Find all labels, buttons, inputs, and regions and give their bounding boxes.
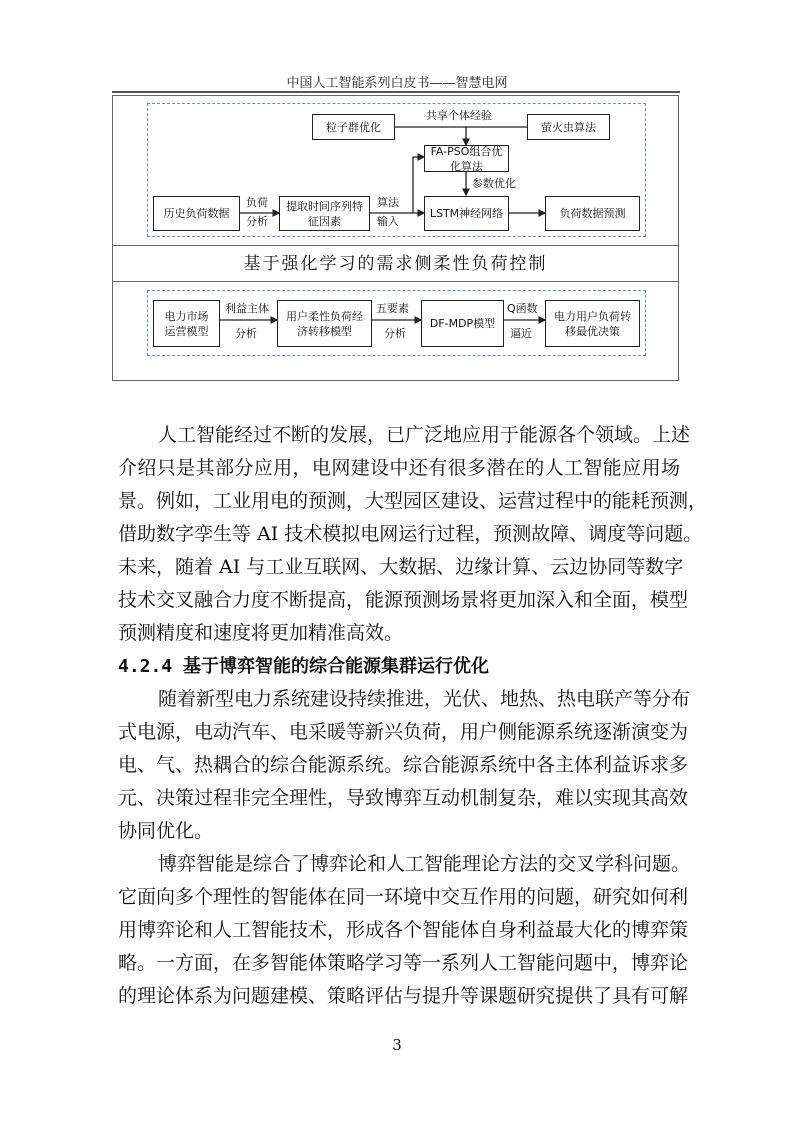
flex-load-box: 用户柔性负荷经济转移模型 [277,300,372,347]
extract-box: 提取时间序列特征因素 [279,196,370,231]
param-label: 参数优化 [472,177,516,190]
history-box: 历史负荷数据 [153,196,240,231]
paragraph-line: 借助数字孪生等 AI 技术模拟电网运行过程，预测故障、调度等问题。 [118,523,703,545]
paragraph-line: 的理论体系为问题建模、策略评估与提升等课题研究提供了具有可解 [118,985,689,1007]
market-box: 电力市场运营模型 [153,300,220,347]
approx-label: 逼近 [510,327,532,340]
section-heading: 4.2.4 基于博弈智能的综合能源集群运行优化 [118,656,490,677]
q-function-label: Q函数 [507,302,538,315]
lstm-box: LSTM神经网络 [424,196,509,231]
paragraph-line: 随着新型电力系统建设持续推进，光伏、地热、热电联产等分布 [158,688,691,710]
paragraph-line: 用博弈论和人工智能技术，形成各个智能体自身利益最大化的博弈策 [118,919,689,941]
optimal-decision-box: 电力用户负荷转移最优决策 [545,300,640,347]
five-elements-label: 五要素 [376,302,409,315]
figure-section-title: 基于强化学习的需求侧柔性负荷控制 [243,254,548,274]
alg-label: 算法 [377,196,399,209]
paragraph-line: 人工智能经过不断的发展，已广泛地应用于能源各个领域。上述 [158,424,691,446]
analysis-label: 分析 [235,327,257,340]
paragraph-line: 协同优化。 [118,820,214,842]
load-label: 负荷 [246,196,268,209]
paragraph-line: 景。例如，工业用电的预测，大型园区建设、运营过程中的能耗预测， [118,490,708,512]
page-number: 3 [392,1036,402,1054]
analysis-label: 分析 [384,327,406,340]
paragraph-line: 预测精度和速度将更加精准高效。 [118,622,404,644]
running-header: 中国人工智能系列白皮书——智慧电网 [286,76,508,91]
paragraph-line: 元、决策过程非完全理性，导致博弈互动机制复杂，难以实现其高效 [118,787,689,809]
paragraph-line: 博弈智能是综合了博弈论和人工智能理论方法的交叉学科问题。 [158,853,691,875]
input-label: 输入 [377,215,399,228]
paragraph-line: 略。一方面，在多智能体策略学习等一系列人工智能问题中，博弈论 [118,952,689,974]
share-label: 共享个体经验 [426,109,492,122]
firefly-box: 萤火虫算法 [527,114,610,140]
pso-box: 粒子群优化 [312,114,395,140]
interest-label: 利益主体 [225,302,269,315]
arrow [413,157,424,213]
dfmdp-box: DF-MDP模型 [421,300,504,347]
paragraph-line: 它面向多个理性的智能体在同一环境中交互作用的问题，研究如何利 [118,886,689,908]
paragraph-line: 介绍只是其部分应用，电网建设中还有很多潜在的人工智能应用场 [118,457,680,479]
paragraph-line: 未来，随着 AI 与工业互联网、大数据、边缘计算、云边协同等数字 [118,556,684,578]
fapso-box: FA-PSO组合优化算法 [424,145,509,172]
prediction-box: 负荷数据预测 [545,196,640,231]
analysis-label: 分析 [246,215,268,228]
paragraph-line: 技术交叉融合力度不断提高，能源预测场景将更加深入和全面，模型 [118,589,689,611]
paragraph-line: 式电源，电动汽车、电采暖等新兴负荷，用户侧能源系统逐渐演变为 [118,721,689,743]
paragraph-line: 电、气、热耦合的综合能源系统。综合能源系统中各主体利益诉求多 [118,754,689,776]
